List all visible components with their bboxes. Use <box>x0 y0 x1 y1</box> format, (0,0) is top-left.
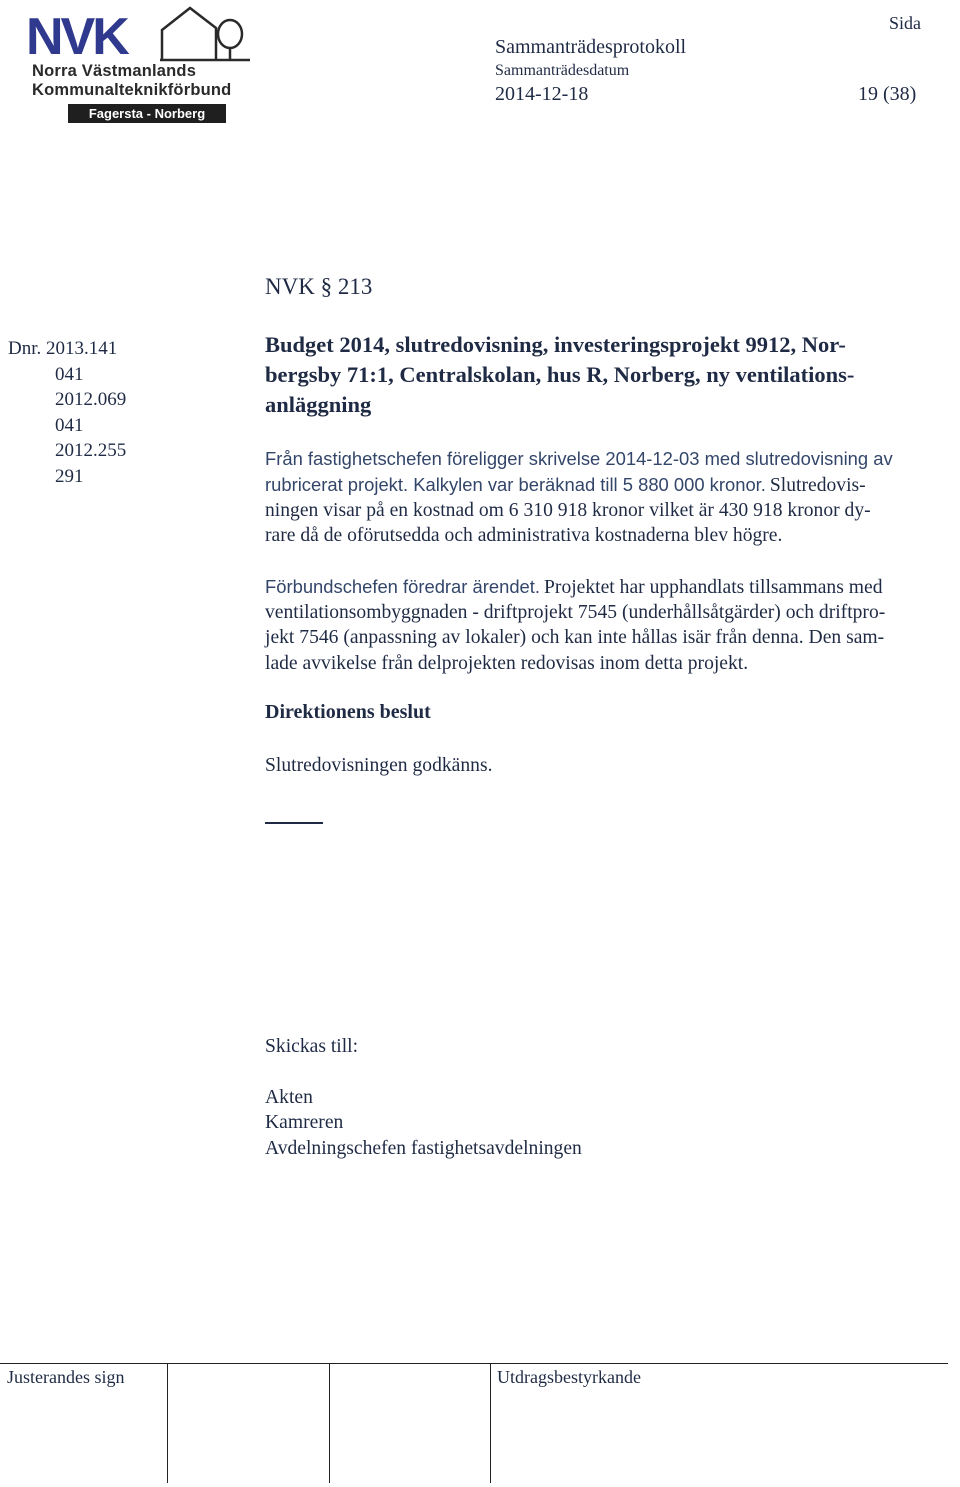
recipient: Kamreren <box>265 1112 344 1133</box>
body-line: rare då de oförutsedda och administrativa kostnaderna blev högre. <box>265 525 783 546</box>
body-line-mixed <box>265 472 866 499</box>
body-line: Från fastighetschefen föreligger skrivelse 2014-12-03 med slutredovisning av <box>265 448 893 469</box>
footer-left-label: Justerandes sign <box>7 1367 125 1387</box>
item-title-line-2: bergsby 71:1, Centralskolan, hus R, Norberg, ny ventilations- <box>265 362 855 387</box>
signature-box-divider <box>329 1363 330 1483</box>
separator <box>265 822 323 824</box>
dnr-line: Dnr. 2013.141 <box>8 338 118 359</box>
signature-box-divider <box>490 1363 491 1483</box>
sent-to-label: Skickas till: <box>265 1036 359 1057</box>
page-label: Sida <box>889 13 922 33</box>
signature-box-divider <box>167 1363 168 1483</box>
body-text: Projektet har upphandlats tillsammans med <box>544 577 883 598</box>
organization-logo <box>24 4 248 124</box>
svg-text:NVK: NVK <box>26 8 127 64</box>
nvk-logo-mark <box>24 4 174 64</box>
meeting-date-label: Sammanträdesdatum <box>495 62 630 79</box>
body-line: jekt 7546 (anpassning av lokaler) och kan inte hållas isär från denna. Den sam- <box>265 627 885 648</box>
item-title-line-3: anläggning <box>265 392 372 417</box>
decision-text: Slutredovisningen godkänns. <box>265 755 493 776</box>
body-line: ningen visar på en kostnad om 6 310 918 kronor vilket är 430 918 kronor dy- <box>265 500 871 521</box>
dnr-line: 2012.069 <box>55 389 127 410</box>
decision-heading: Direktionens beslut <box>265 701 431 723</box>
footer-right-label: Utdragsbestyrkande <box>497 1367 641 1387</box>
meeting-date: 2014-12-18 <box>495 83 589 105</box>
body-text: rubricerat projekt. Kalkylen var beräknad till 5 880 000 kronor. <box>265 474 766 495</box>
dnr-line: 2012.255 <box>55 440 127 461</box>
dnr-line: 041 <box>55 364 84 385</box>
recipient: Avdelningschefen fastighetsavdelningen <box>265 1138 582 1159</box>
document-type: Sammanträdesprotokoll <box>495 36 687 58</box>
item-title-line-1: Budget 2014, slutredovisning, investeringsprojekt 9912, Nor- <box>265 332 846 357</box>
logo-location-bar: Fagersta - Norberg <box>68 104 226 123</box>
dnr-line: 291 <box>55 466 84 487</box>
body-line: lade avvikelse från delprojekten redovisas inom detta projekt. <box>265 653 749 674</box>
footer-rule <box>0 1363 948 1364</box>
body-line-mixed <box>265 574 883 601</box>
dnr-line: 041 <box>55 415 84 436</box>
body-text: Slutredovis- <box>769 475 866 496</box>
logo-line-2: Kommunalteknikförbund <box>32 81 232 99</box>
recipient: Akten <box>265 1087 313 1108</box>
page-number: 19 (38) <box>858 83 917 105</box>
section-number: NVK § 213 <box>265 274 373 299</box>
logo-line-1: Norra Västmanlands <box>32 62 197 80</box>
house-tree-icon <box>160 4 250 62</box>
body-text: Förbundschefen föredrar ärendet. <box>265 576 541 597</box>
body-line: ventilationsombyggnaden - driftprojekt 7545 (underhållsåtgärder) och driftpro- <box>265 602 886 623</box>
